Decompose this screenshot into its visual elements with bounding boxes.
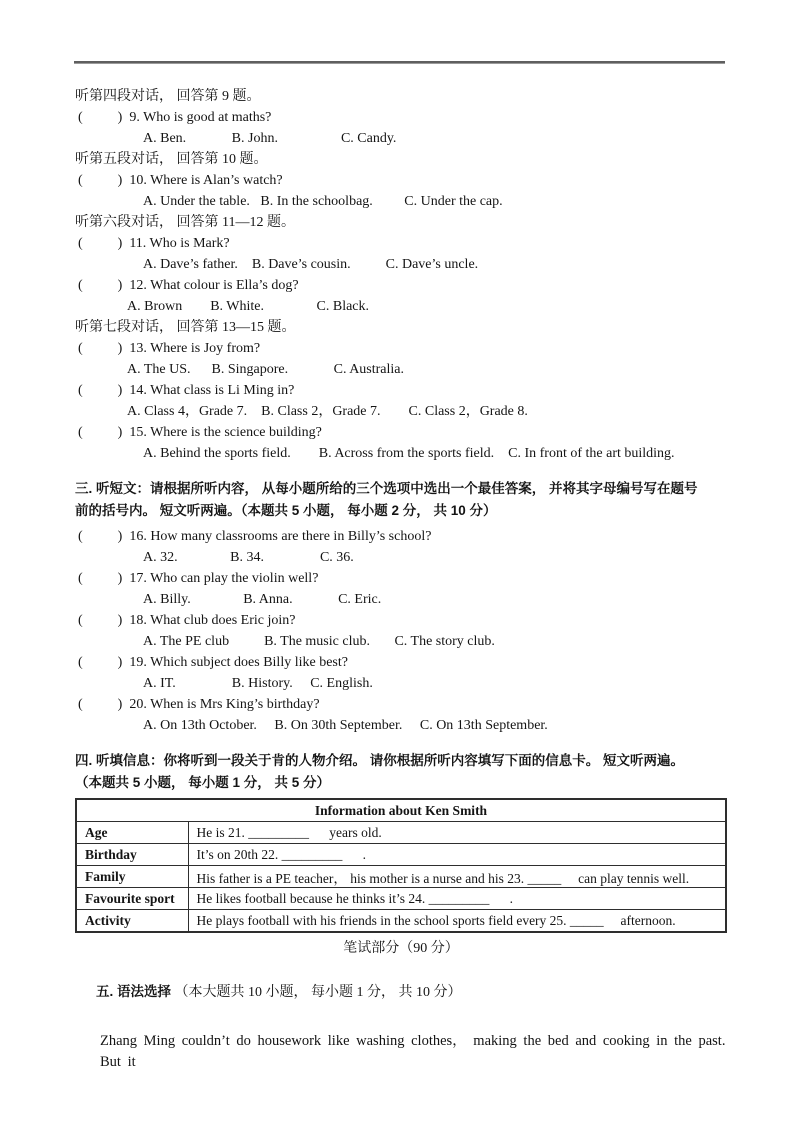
- question-line: ( ) 17. Who can play the violin well?: [78, 571, 319, 586]
- row-label: Favourite sport: [76, 888, 188, 910]
- info-card-title: Information about Ken Smith: [76, 799, 726, 822]
- dialog-instruction: 听第六段对话， 回答第 11—12 题。: [75, 215, 295, 230]
- options-line: A. Brown B. White. C. Black.: [127, 299, 370, 314]
- header-rule: [74, 61, 725, 64]
- written-part-heading: 笔试部分（90 分）: [343, 941, 459, 956]
- options-line: A. Class 4，Grade 7. B. Class 2，Grade 7. C. Class 2，Grade 8.: [127, 404, 528, 419]
- row-value: He is 21. _________ years old.: [188, 822, 726, 844]
- dialog-instruction: 听第四段对话， 回答第 9 题。: [75, 89, 261, 104]
- listening-section-4-heading: [75, 750, 727, 793]
- row-label: Activity: [76, 910, 188, 933]
- options-line: A. The PE club B. The music club. C. The story club.: [143, 634, 495, 649]
- section-heading: （本题共 5 小题， 每小题 1 分， 共 5 分）: [75, 774, 331, 790]
- question-line: ( ) 18. What club does Eric join?: [78, 613, 296, 628]
- options-line: A. 32. B. 34. C. 36.: [143, 550, 354, 565]
- row-value: His father is a PE teacher， his mother is a nurse and his 23. _____ can play tennis well.: [188, 866, 726, 888]
- section-heading: 前的括号内。 短文听两遍。（本题共 5 小题， 每小题 2 分， 共 10 分）: [75, 502, 497, 518]
- row-label: Birthday: [76, 844, 188, 866]
- table-header-row: [76, 799, 726, 822]
- options-line: A. On 13th October. B. On 30th September. C. On 13th September.: [143, 718, 548, 733]
- options-line: A. Billy. B. Anna. C. Eric.: [143, 592, 382, 607]
- question-line: ( ) 10. Where is Alan’s watch?: [78, 173, 283, 188]
- table-row: [76, 866, 726, 888]
- options-line: A. IT. B. History. C. English.: [143, 676, 373, 691]
- question-line: ( ) 16. How many classrooms are there in Billy’s school?: [78, 529, 432, 544]
- question-line: ( ) 14. What class is Li Ming in?: [78, 383, 295, 398]
- question-line: ( ) 19. Which subject does Billy like best?: [78, 655, 348, 670]
- section-five-title: 五. 语法选择: [96, 983, 172, 999]
- table-row: [76, 910, 726, 933]
- table-row: [76, 822, 726, 844]
- row-value: He likes football because he thinks it’s 24. _________ .: [188, 888, 726, 910]
- section-heading: 四. 听填信息：你将听到一段关于肯的人物介绍。 请你根据所听内容填写下面的信息卡。 短文听两遍。: [75, 753, 685, 768]
- question-line: ( ) 13. Where is Joy from?: [78, 341, 261, 356]
- dialog-instruction: 听第七段对话， 回答第 13—15 题。: [75, 320, 296, 335]
- row-label: Age: [76, 822, 188, 844]
- options-line: A. Dave’s father. B. Dave’s cousin. C. Dave’s uncle.: [143, 257, 479, 272]
- options-line: A. The US. B. Singapore. C. Australia.: [127, 362, 405, 377]
- section-five-meta: （本大题共 10 小题， 每小题 1 分， 共 10 分）: [171, 984, 462, 1000]
- question-line: ( ) 15. Where is the science building?: [78, 425, 322, 440]
- options-line: A. Behind the sports field. B. Across from the sports field. C. In front of the art building.: [143, 446, 675, 461]
- dialog-instruction: 听第五段对话， 回答第 10 题。: [75, 152, 268, 167]
- row-label: Family: [76, 866, 188, 888]
- exam-body: [75, 86, 733, 1073]
- section-heading: 三. 听短文：请根据所听内容， 从每小题所给的三个选项中选出一个最佳答案， 并将其字母编号写在题号: [75, 481, 698, 496]
- table-row: [76, 844, 726, 866]
- question-line: ( ) 9. Who is good at maths?: [78, 110, 272, 125]
- question-line: ( ) 12. What colour is Ella’s dog?: [78, 278, 299, 293]
- question-line: ( ) 20. When is Mrs King’s birthday?: [78, 697, 320, 712]
- options-line: A. Ben. B. John. C. Candy.: [143, 131, 397, 146]
- row-value: It’s on 20th 22. _________ .: [188, 844, 726, 866]
- grammar-passage-line: Zhang Ming couldn’t do housework like washing clothes， making the bed and cooking in the past. But it: [100, 1032, 733, 1070]
- options-line: A. Under the table. B. In the schoolbag. C. Under the cap.: [143, 194, 503, 209]
- section-five-heading: [75, 959, 727, 1025]
- table-row: [76, 888, 726, 910]
- row-value: He plays football with his friends in the school sports field every 25. _____ afternoon.: [188, 910, 726, 933]
- question-line: ( ) 11. Who is Mark?: [78, 236, 230, 251]
- listening-sections-2-3: [75, 86, 727, 736]
- info-card-table: [75, 798, 727, 933]
